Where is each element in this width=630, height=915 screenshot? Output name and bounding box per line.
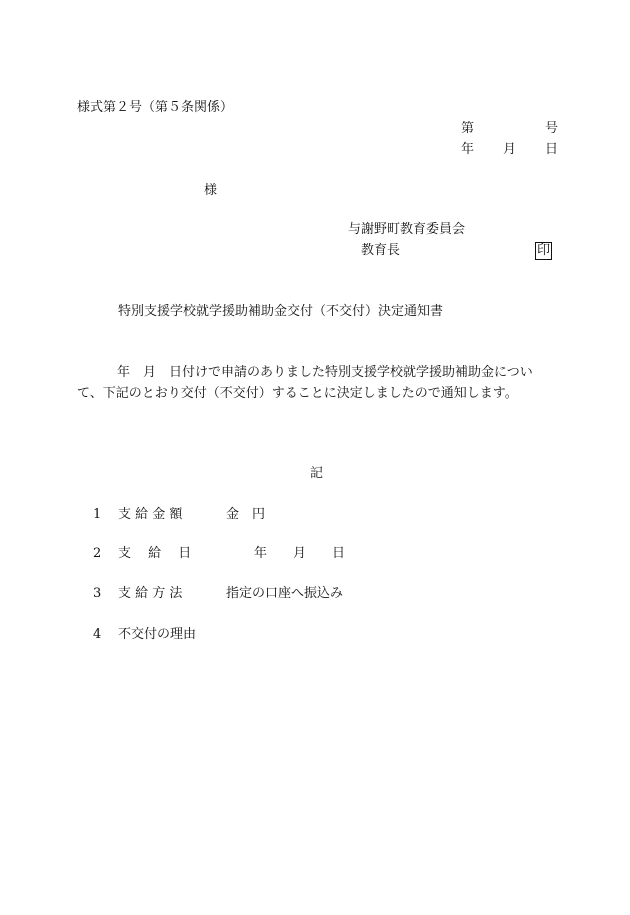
seal-mark: 印 [537,243,551,258]
issue-number-prefix: 第 [461,121,475,136]
item-label: 支 給 日 [118,546,192,561]
body-line-2: て、下記のとおり交付（不交付）することに決定しましたので通知します。 [77,386,518,401]
item-value: 指定の口座へ振込み [226,586,344,601]
item-value: 年 月 日 [254,546,346,561]
issue-number-suffix: 号 [545,121,559,136]
date-year: 年 [461,142,475,157]
form-number: 様式第２号（第５条関係） [77,100,234,115]
issuer-title: 教育長 [361,243,401,258]
item-number: 1 [93,507,102,522]
date-day: 日 [545,142,559,157]
item-label: 支 給 方 法 [118,586,183,601]
item-number: 4 [93,627,102,642]
item-value: 金 円 [226,507,266,522]
document-title: 特別支援学校就学援助補助金交付（不交付）決定通知書 [118,304,444,319]
item-number: 3 [93,586,102,601]
body-text [77,362,557,404]
item-number: 2 [93,546,102,561]
item-label: 不交付の理由 [118,627,197,642]
date-month: 月 [503,142,517,157]
item-label: 支 給 金 額 [118,507,183,522]
issuer-organization: 与謝野町教育委員会 [348,222,466,237]
addressee-suffix: 様 [204,183,218,198]
ki-heading: 記 [310,466,324,481]
body-line-1: 年 月 日付けで申請のありました特別支援学校就学援助補助金につい [117,365,533,380]
